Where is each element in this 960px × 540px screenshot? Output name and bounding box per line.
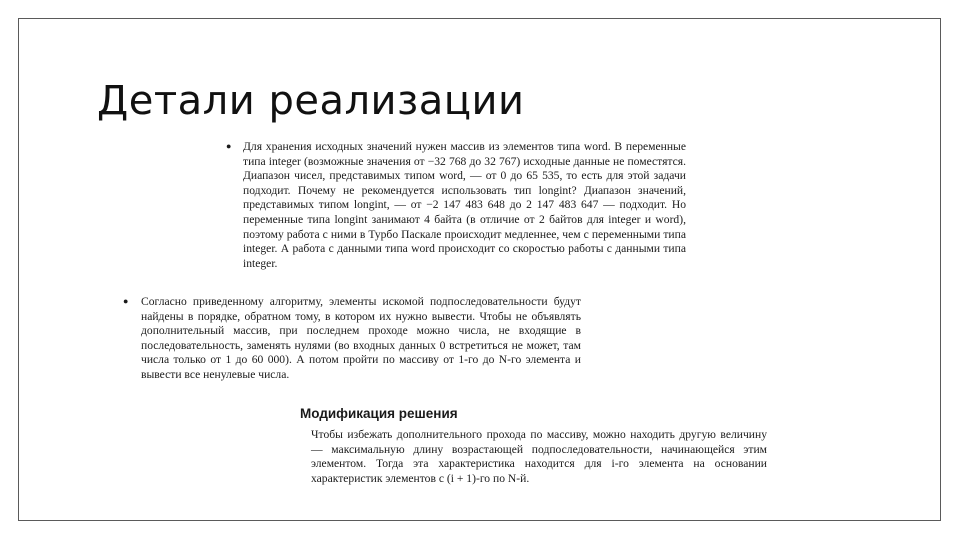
paragraph-text: Для хранения исходных значений нужен массив из элементов типа word. В переменные типа integer (возможные значения от −32 768 до 32 767) исходные данные не поместятся. Диапазон чисел, представимых типом word, — от 0 до 65 535, то есть для этой задачи подходит. Почему не рекомендуется использовать тип longint? Диапазон значений, представимых типом longint, — от −2 147 483 648 до 2 147 483 647 — подходит. Но переменные типа longint занимают 4 байта (в отличие от 2 байтов для integer и word), поэтому работа с ними в Турбо Паскале происходит медленнее, чем с переменными типа integer. А работа с данными типа word происходит со скоростью работы с данными типа integer. [243,140,686,270]
bullet-marker: ● [226,141,232,151]
section-text-modification [311,428,767,486]
paragraph-text: Согласно приведенному алгоритму, элементы искомой подпоследовательности будут найдены в порядке, обратном тому, в котором их нужно вывести. Чтобы не объявлять дополнительный массив, при последнем проходе можно числа, не входящие в последовательность, заменять нулями (во входных данных 0 встретиться не может, там числа только от 1 до 60 000). А потом пройти по массиву от 1-го до N-го элемента и вывести все ненулевые числа. [141,295,581,381]
bullet-marker: ● [123,296,129,306]
slide-title: Детали реализации [97,78,525,124]
bullet-text-output-order [141,295,581,383]
section-heading: Модификация решения [300,406,458,421]
bullet-text-data-types [243,140,686,271]
paragraph-text: Чтобы избежать дополнительного прохода по массиву, можно находить другую величину — максимальную длину возрастающей подпоследовательности, начинающейся этим элементом. Тогда эта характеристика находится для i-го элемента на основании характеристик элементов с (i + 1)-го по N-й. [311,428,767,485]
